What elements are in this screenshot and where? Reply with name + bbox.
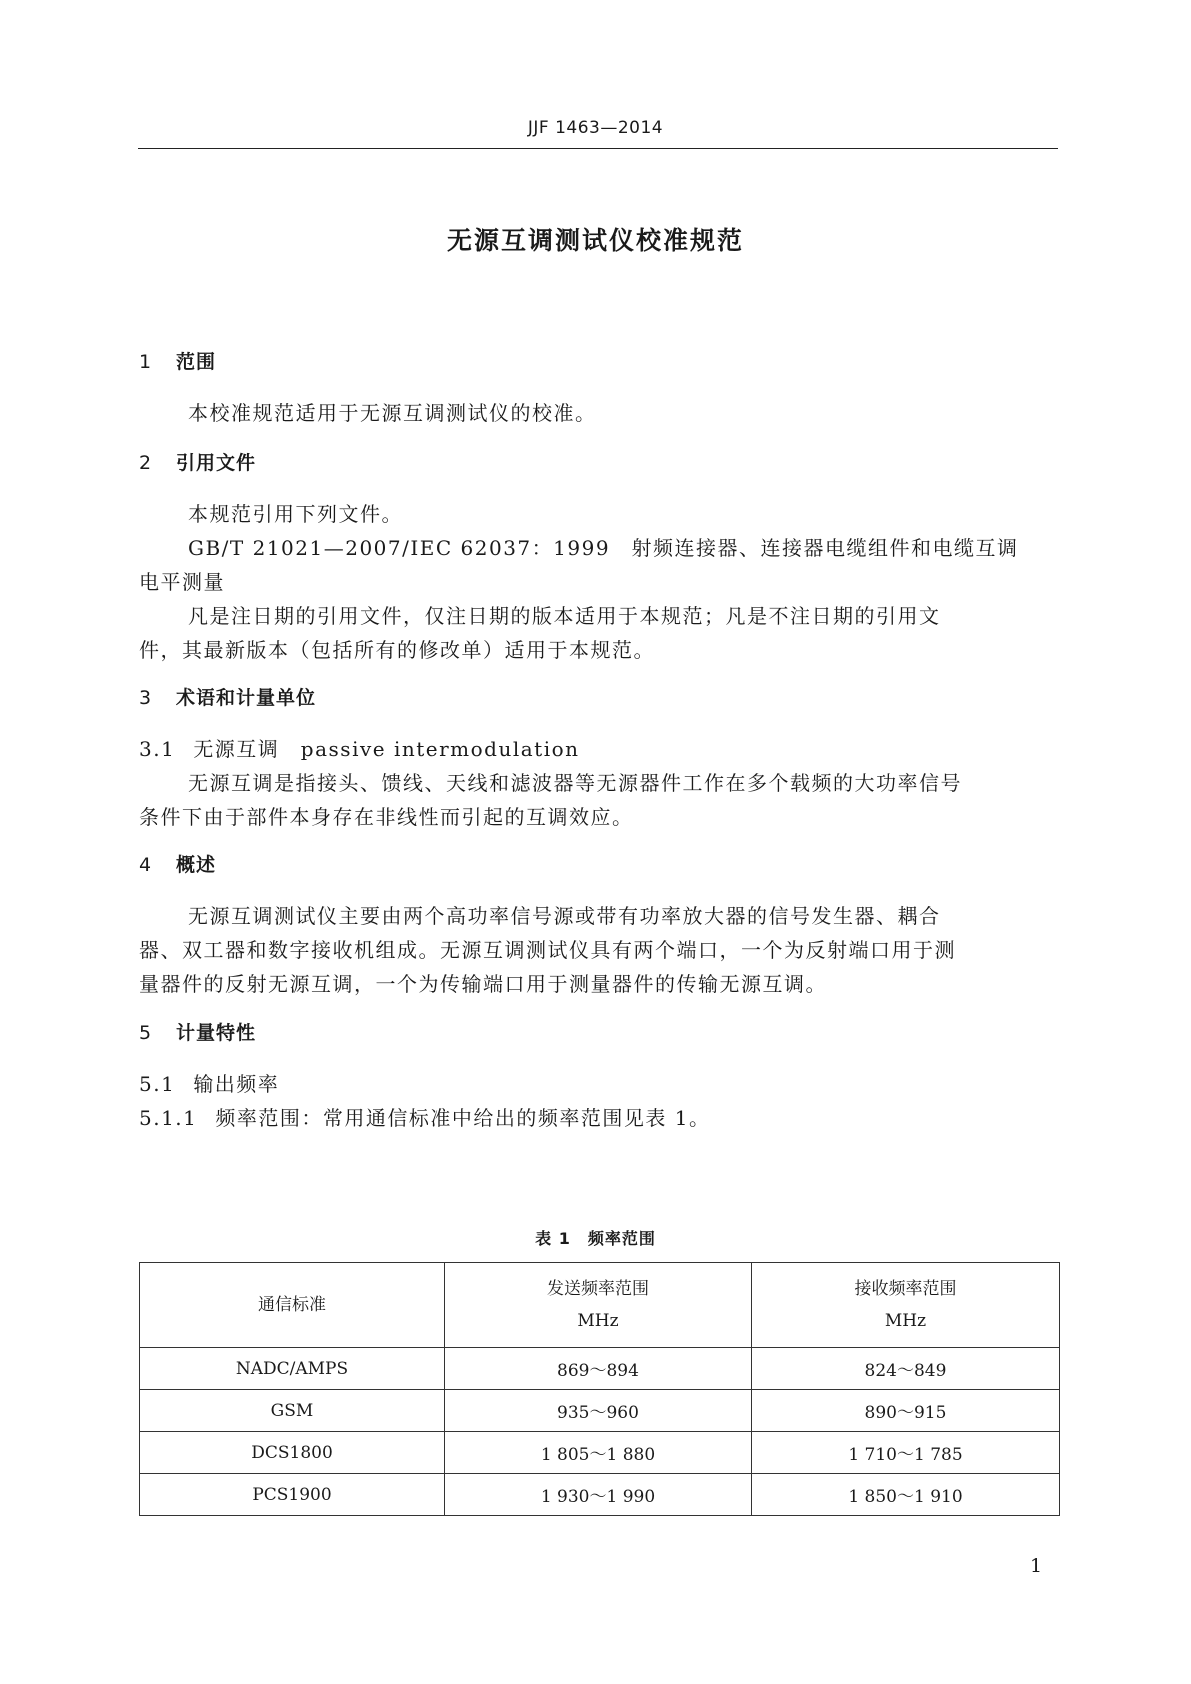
table-row [140,1390,1060,1432]
cell-transmit: 935～960 [445,1390,752,1432]
section-2-intro: 本规范引用下列文件。 [188,502,403,526]
section-2-heading: 2 引用文件 [139,452,257,474]
section-4-heading: 4 概述 [139,854,217,876]
overview-line-3: 量器件的反射无源互调，一个为传输端口用于测量器件的传输无源互调。 [139,972,827,996]
dated-reference-note-line-2: 件，其最新版本（包括所有的修改单）适用于本规范。 [139,638,655,662]
cell-receive: 1 850～1 910 [752,1474,1060,1516]
section-5-heading: 5 计量特性 [139,1022,257,1044]
overview-line-1: 无源互调测试仪主要由两个高功率信号源或带有功率放大器的信号发生器、耦合 [188,904,941,928]
cell-standard: PCS1900 [140,1474,445,1516]
cell-standard: NADC/AMPS [140,1348,445,1390]
cell-receive: 1 710～1 785 [752,1432,1060,1474]
subsection-3-1: 3.1 无源互调 passive intermodulation [139,737,580,761]
cell-transmit: 1 805～1 880 [445,1432,752,1474]
table-row [140,1474,1060,1516]
cell-transmit: 869～894 [445,1348,752,1390]
table-row [140,1348,1060,1390]
header-rule [138,148,1058,149]
table-caption: 表 1 频率范围 [535,1229,656,1248]
header-transmit-range: 发送频率范围 MHz [445,1263,752,1348]
definition-line-1: 无源互调是指接头、馈线、天线和滤波器等无源器件工作在多个载频的大功率信号 [188,771,962,795]
section-1-paragraph: 本校准规范适用于无源互调测试仪的校准。 [188,401,597,425]
cell-standard: DCS1800 [140,1432,445,1474]
header-receive-range: 接收频率范围 MHz [752,1263,1060,1348]
document-title: 无源互调测试仪校准规范 [446,226,744,255]
subsection-5-1-1: 5.1.1 频率范围：常用通信标准中给出的频率范围见表 1。 [139,1106,711,1130]
table-header-row [140,1263,1060,1348]
running-header: JJF 1463—2014 [527,118,664,138]
reference-line-2: 电平测量 [139,570,225,594]
section-1-heading: 1 范围 [139,351,217,373]
table-row [140,1432,1060,1474]
reference-line-1: GB/T 21021—2007/IEC 62037：1999 射频连接器、连接器电缆组件和电缆互调 [188,536,1019,560]
cell-receive: 890～915 [752,1390,1060,1432]
cell-receive: 824～849 [752,1348,1060,1390]
frequency-range-table [139,1262,1060,1516]
subsection-5-1: 5.1 输出频率 [139,1072,280,1096]
overview-line-2: 器、双工器和数字接收机组成。无源互调测试仪具有两个端口，一个为反射端口用于测 [139,938,956,962]
section-3-heading: 3 术语和计量单位 [139,687,317,709]
header-standard: 通信标准 [140,1263,445,1348]
dated-reference-note-line-1: 凡是注日期的引用文件，仅注日期的版本适用于本规范；凡是不注日期的引用文 [188,604,941,628]
page-number: 1 [1030,1555,1043,1577]
cell-standard: GSM [140,1390,445,1432]
cell-transmit: 1 930～1 990 [445,1474,752,1516]
definition-line-2: 条件下由于部件本身存在非线性而引起的互调效应。 [139,805,634,829]
